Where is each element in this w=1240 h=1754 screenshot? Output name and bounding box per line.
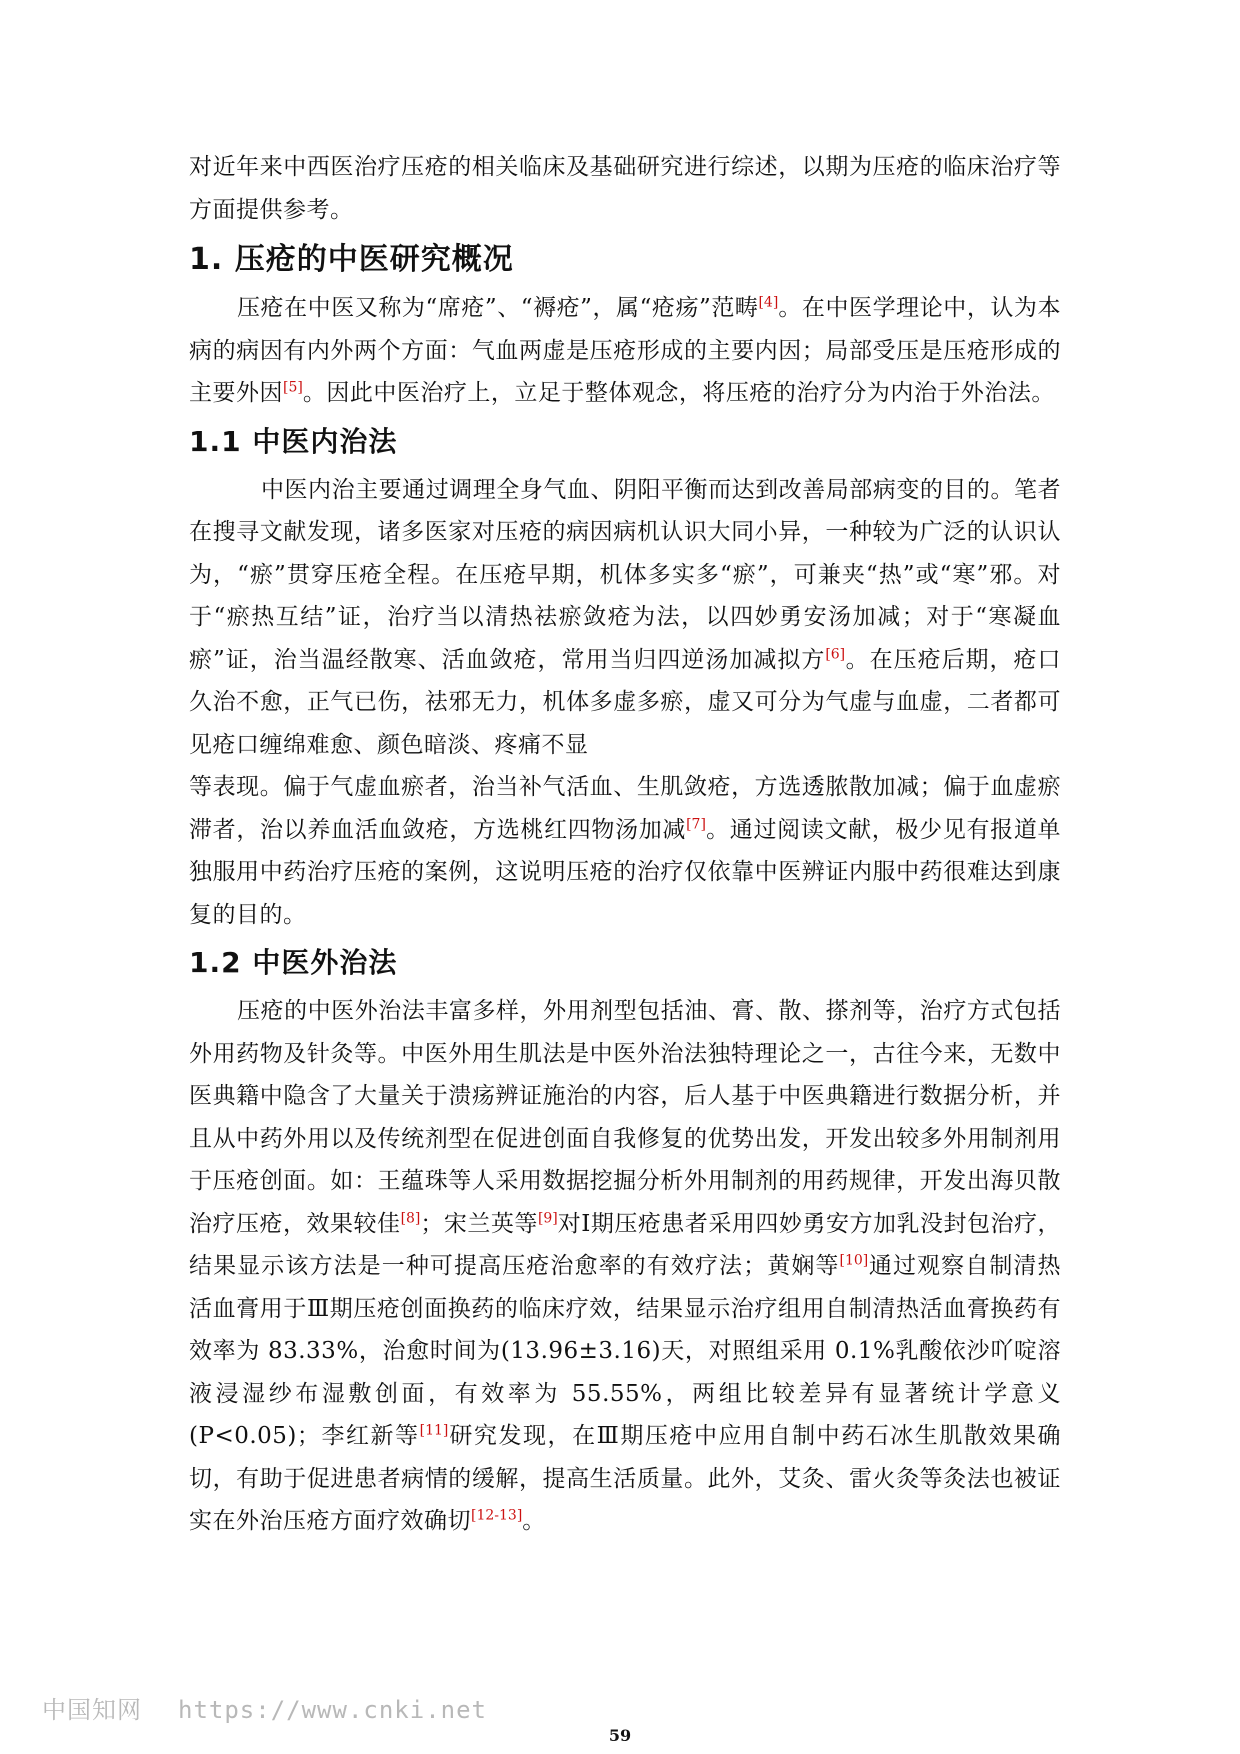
text-run: 。在中医学理论中，认为本病的病因有内外两个方面：气血两虚是压疮形成的主要内因；局部受压是压疮形成的主要外因 [189, 295, 1061, 406]
text-run: 。在压疮后期，疮口久治不愈，正气已伤，祛邪无力，机体多虚多瘀，虚又可分为气虚与血虚，二者都可见疮口缠绵难愈、颜色暗淡、疼痛不显 [189, 646, 1062, 758]
text-run: 压疮的中医外治法丰富多样，外用剂型包括油、膏、散、搽剂等，治疗方式包括外用药物及针灸等。中医外用生肌法是中医外治法独特理论之一，古往今来，无数中医典籍中隐含了大量关于溃疡辨证施治的内容，后人基于中医典籍进行数据分析，并且从中药外用以及传统剂型在促进创面自我修复的优势出发，开发出较多外用制剂用于压疮创面。如：王蕴珠等人采用数据挖掘分析外用制剂的用药规律，开发出海贝散治疗压疮，效果较佳 [189, 998, 1061, 1237]
page-content [189, 146, 1061, 1543]
section-1-1-paragraph-2 [189, 766, 1061, 936]
citation-10[interactable]: [10] [839, 1252, 869, 1269]
text-run: 中医内治主要通过调理全身气血、阴阳平衡而达到改善局部病变的目的。笔者在搜寻文献发现，诸多医家对压疮的病因病机认识大同小异，一种较为广泛的认识认为，“瘀”贯穿压疮全程。在压疮早期，机体多实多“瘀”，可兼夹“热”或“寒”邪。对于“瘀热互结”证，治疗当以清热祛瘀敛疮为法，以四妙勇安汤加减；对于“寒凝血瘀”证，治当温经散寒、活血敛疮，常用当归四逆汤加减拟方 [189, 476, 1061, 673]
text-run: 。 [522, 1508, 546, 1534]
watermark-logo-text: 中国知网 [42, 1696, 142, 1724]
text-run: 对Ⅰ期压疮患者采用四妙勇安方加乳没封包治疗，结果显示该方法是一种可提高压疮治愈率的有效疗法；黄娴等 [189, 1210, 1062, 1279]
section-1-heading: 1. 压疮的中医研究概况 [189, 242, 514, 277]
citation-9[interactable]: [9] [537, 1209, 558, 1226]
citation-8[interactable]: [8] [400, 1209, 421, 1226]
citation-6[interactable]: [6] [825, 645, 846, 662]
text-run: 通过观察自制清热活血膏用于Ⅲ期压疮创面换药的临床疗效，结果显示治疗组用自制清热活血膏换药有效率为 83.33%，治愈时间为(13.96±3.16)天，对照组采用 0.1%乳酸依沙吖啶溶液浸湿纱布湿敷创面，有效率为 55.55%，两组比较差异有显著统计学意义(P<0.05)；李红新等 [189, 1253, 1062, 1449]
text-run: 。通过阅读文献，极少见有报道单独服用中药治疗压疮的案例，这说明压疮的治疗仅依靠中医辨证内服中药很难达到康复的目的。 [189, 816, 1062, 928]
citation-4[interactable]: [4] [758, 294, 779, 311]
section-1-2-heading: 1.2 中医外治法 [189, 946, 398, 979]
cnki-watermark [42, 1690, 487, 1725]
section-1-1-heading: 1.1 中医内治法 [189, 424, 398, 458]
citation-5[interactable]: [5] [283, 379, 303, 396]
watermark-url[interactable]: https://www.cnki.net [178, 1696, 487, 1724]
page-number: 59 [608, 1726, 632, 1745]
section-1-paragraph [189, 287, 1061, 415]
text-run: 等表现。偏于气虚血瘀者，治当补气活血、生肌敛疮，方选透脓散加减；偏于血虚瘀滞者，治以养血活血敛疮，方选桃红四物汤加减 [189, 774, 1061, 843]
intro-text: 对近年来中西医治疗压疮的相关临床及基础研究进行综述，以期为压疮的临床治疗等方面提供参考。 [189, 154, 1061, 223]
citation-7[interactable]: [7] [686, 815, 706, 832]
section-1-1-paragraph-1 [189, 469, 1061, 767]
text-run: 研究发现，在Ⅲ期压疮中应用自制中药石冰生肌散效果确切，有助于促进患者病情的缓解，提高生活质量。此外，艾灸、雷火灸等灸法也被证实在外治压疮方面疗效确切 [189, 1423, 1062, 1534]
text-run: ；宋兰英等 [420, 1210, 538, 1237]
section-1-2-paragraph [189, 990, 1061, 1543]
citation-11[interactable]: [11] [419, 1422, 449, 1439]
text-run: 。因此中医治疗上，立足于整体观念，将压疮的治疗分为内治于外治法。 [302, 380, 1055, 406]
intro-paragraph [189, 146, 1061, 231]
citation-12-13[interactable]: [12-13] [471, 1507, 523, 1524]
text-run: 压疮在中医又称为“席疮”、“褥疮”，属“疮疡”范畴 [237, 295, 759, 321]
